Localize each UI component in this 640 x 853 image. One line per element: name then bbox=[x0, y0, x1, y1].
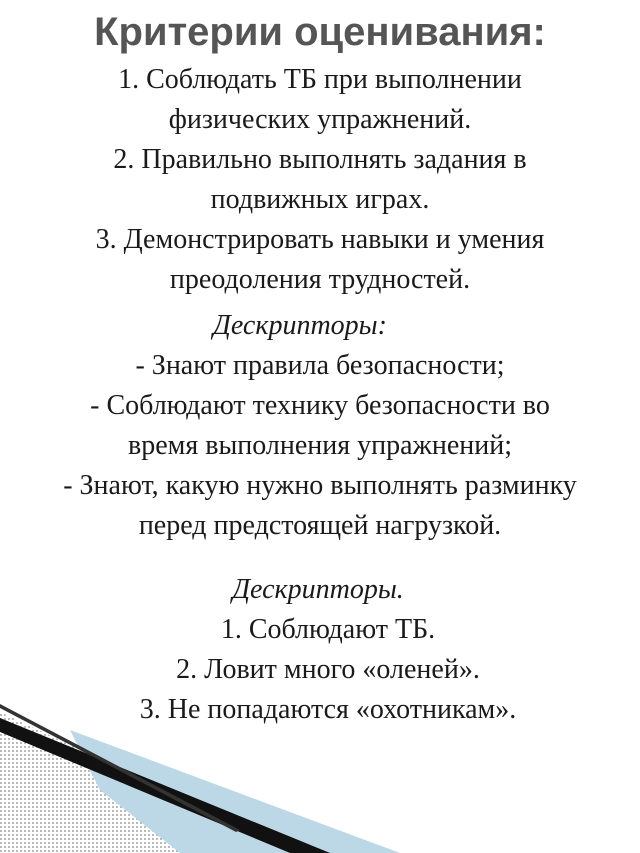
descriptor-line: 3. Не попадаются «охотникам». bbox=[139, 694, 517, 725]
descriptor-line: время выполнения упражнений; bbox=[127, 430, 513, 461]
descriptor-line: - Соблюдают технику безопасности во bbox=[90, 390, 550, 421]
criteria-line: физических упражнений. bbox=[168, 104, 472, 135]
criteria-line: 1. Соблюдать ТБ при выполнении bbox=[118, 64, 522, 95]
descriptors-heading-2: Дескрипторы. bbox=[232, 574, 404, 605]
criteria-line: подвижных играх. bbox=[210, 184, 430, 215]
descriptor-line: - Знают, какую нужно выполнять разминку bbox=[63, 470, 577, 501]
descriptors-block-1 bbox=[0, 306, 640, 546]
criteria-line: 3. Демонстрировать навыки и умения bbox=[95, 224, 545, 255]
criteria-line: преодоления трудностей. bbox=[169, 264, 471, 295]
descriptor-line: - Знают правила безопасности; bbox=[135, 350, 505, 381]
descriptor-line: перед предстоящей нагрузкой. bbox=[138, 510, 502, 541]
criteria-list bbox=[0, 60, 640, 300]
descriptor-line: 1. Соблюдают ТБ. bbox=[220, 614, 436, 645]
criteria-line: 2. Правильно выполнять задания в bbox=[113, 144, 527, 175]
descriptor-line: 2. Ловит много «оленей». bbox=[176, 654, 480, 685]
descriptors-heading-1: Дескрипторы: bbox=[213, 310, 387, 341]
corner-decoration bbox=[0, 690, 400, 853]
slide-title: Критерии оценивания: bbox=[94, 10, 546, 54]
